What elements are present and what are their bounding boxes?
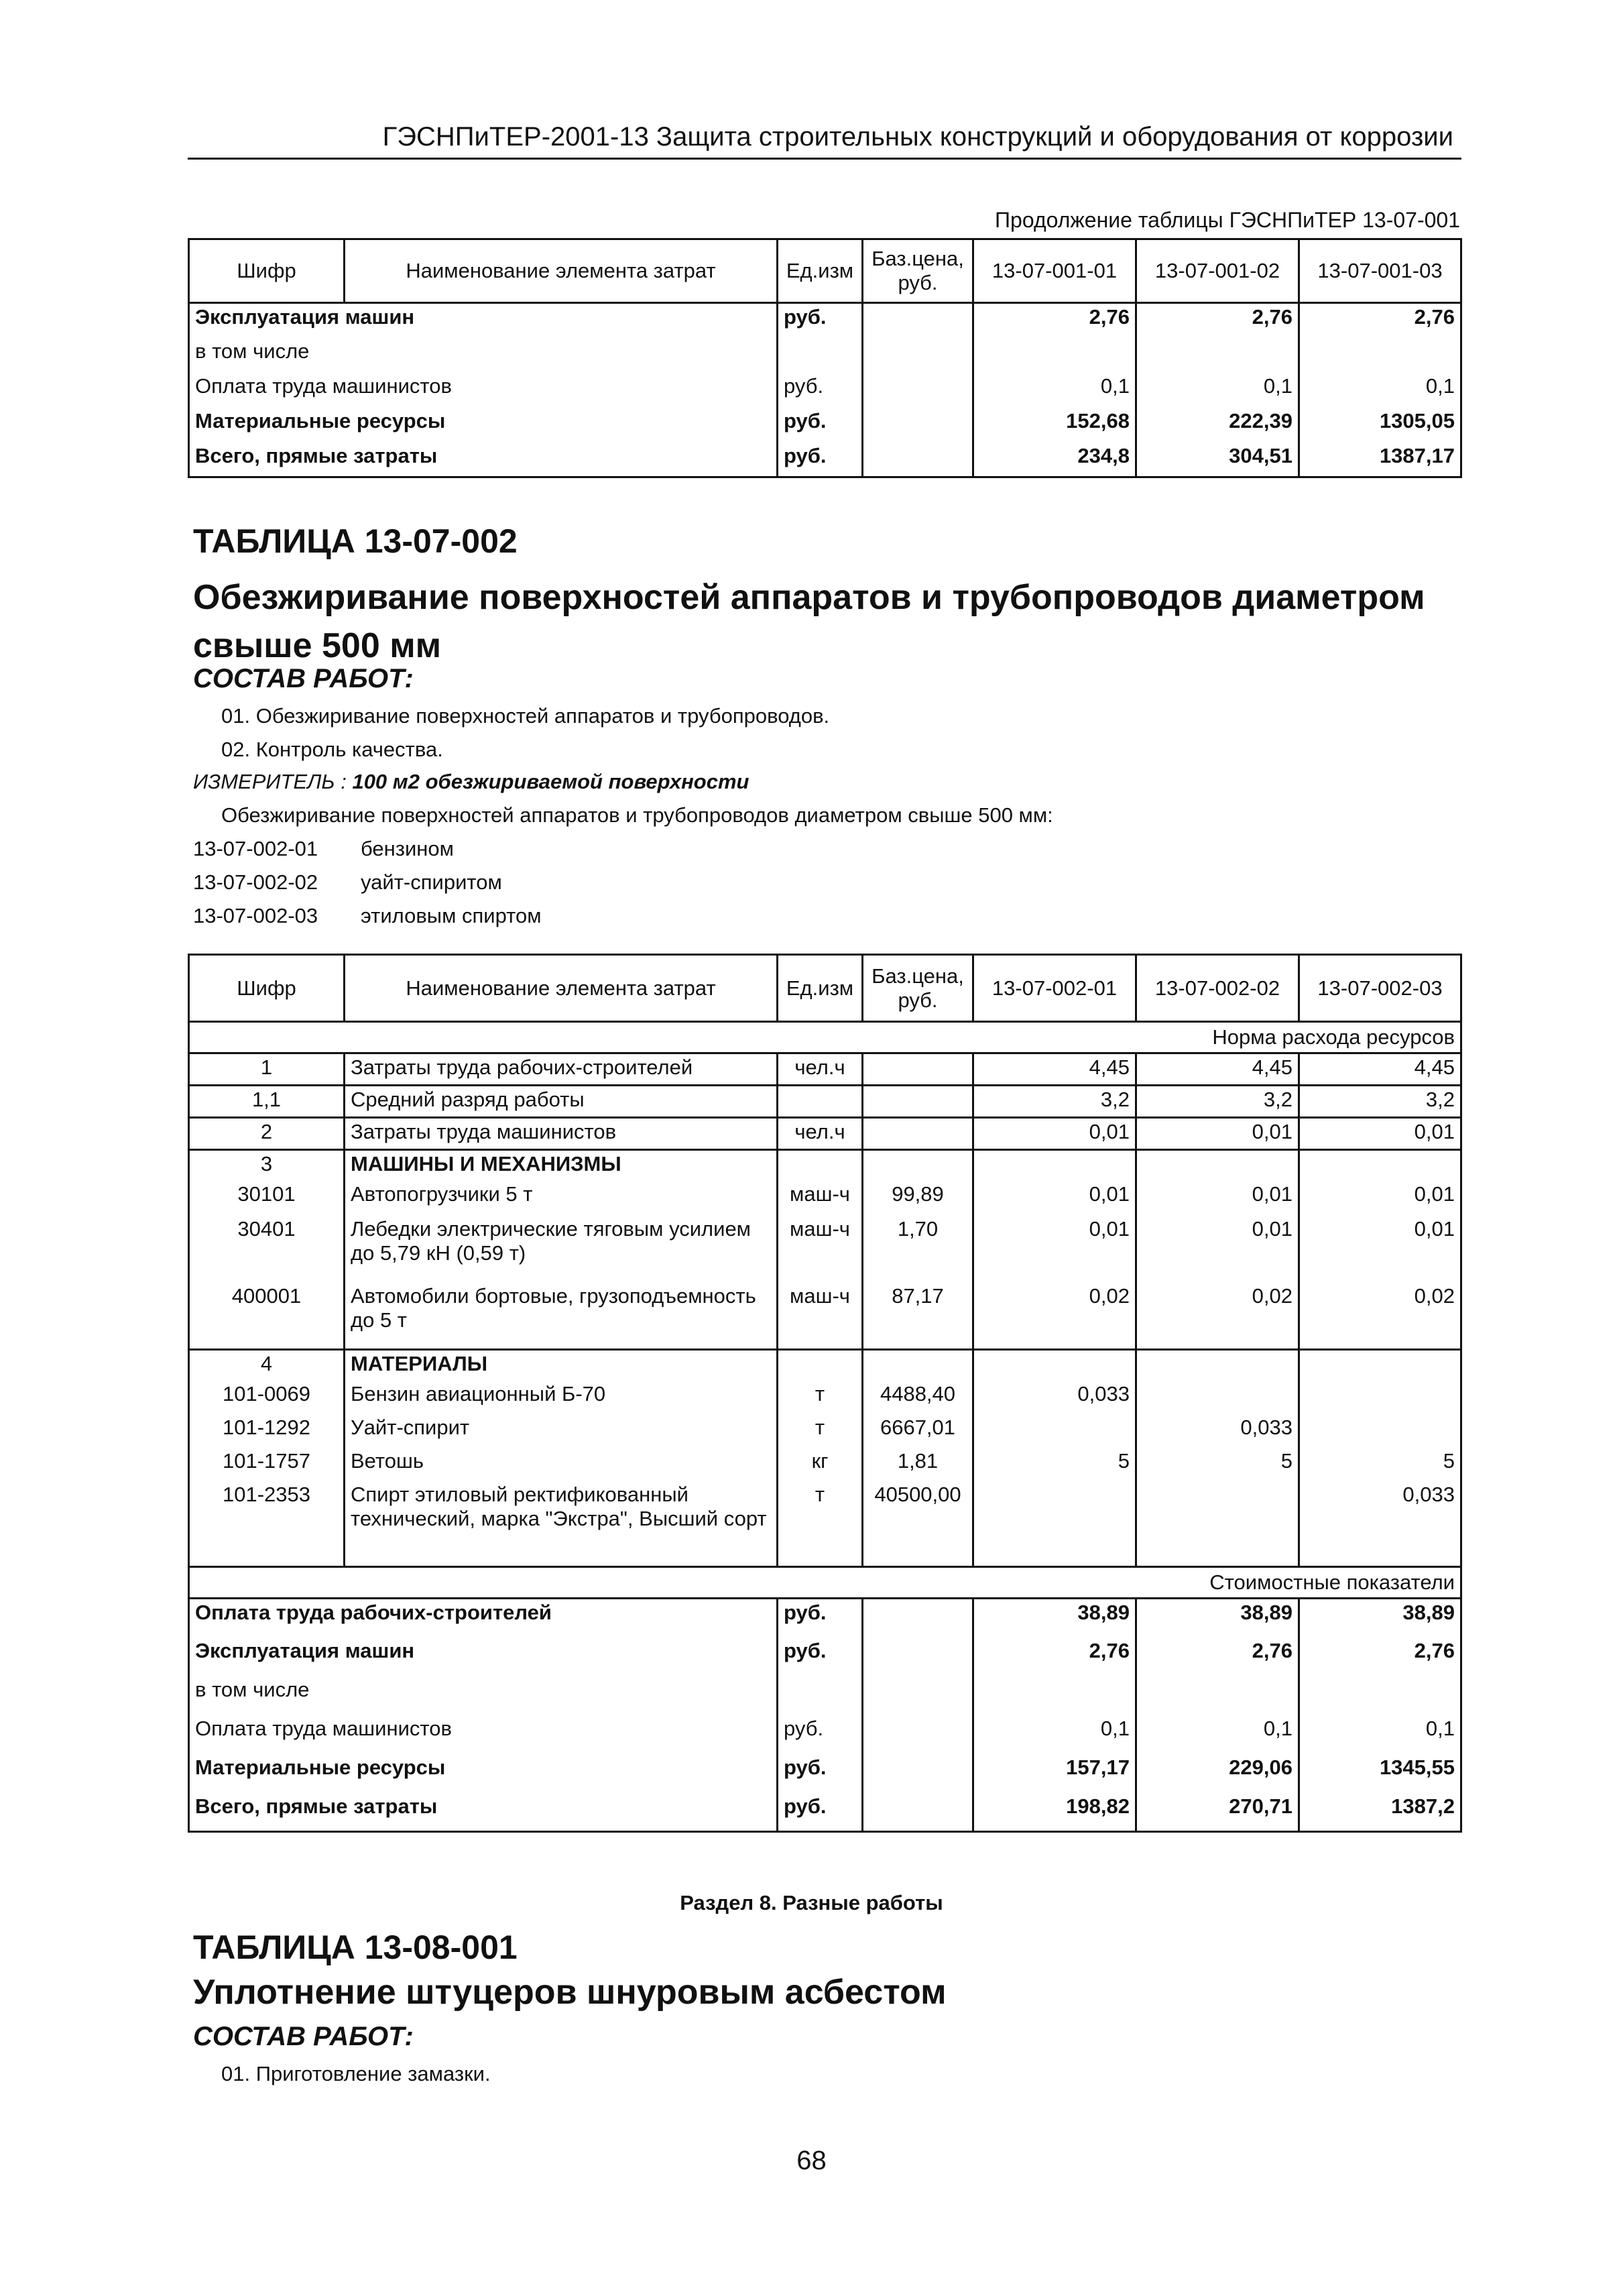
header-cell: Наименование элемента затрат: [345, 239, 778, 303]
price-cell: [863, 1793, 973, 1832]
value-cell: 270,71: [1136, 1793, 1299, 1832]
header-cell: Наименование элемента затрат: [345, 955, 778, 1022]
price-cell: [863, 1715, 973, 1754]
unit-cell: [778, 1676, 863, 1715]
section-band: Стоимостные показатели: [189, 1567, 1461, 1599]
unit-cell: руб.: [778, 1715, 863, 1754]
table-description: Обезжиривание поверхностей аппаратов и трубопроводов диаметром свыше 500 мм:: [221, 803, 1053, 827]
work-composition-label: СОСТАВ РАБОТ:: [193, 664, 414, 693]
price-cell: 1,70: [863, 1216, 973, 1283]
price-cell: 40500,00: [863, 1481, 973, 1567]
price-cell: [863, 408, 973, 443]
value-cell: [1299, 1676, 1461, 1715]
resource-name-cell: Средний разряд работы: [345, 1086, 778, 1118]
value-cell: 0,01: [973, 1118, 1136, 1150]
unit-cell: руб.: [778, 443, 863, 477]
header-cell: Шифр: [189, 955, 345, 1022]
price-cell: [863, 1676, 973, 1715]
table-header-row: [189, 239, 1461, 303]
value-cell: 0,01: [1299, 1118, 1461, 1150]
value-cell: 2,76: [973, 1638, 1136, 1676]
table-title: ТАБЛИЦА 13-07-002: [193, 522, 518, 560]
resource-table: [188, 954, 1462, 1833]
value-cell: [1299, 1381, 1461, 1414]
table-row: [189, 1350, 1461, 1381]
value-cell: 0,033: [973, 1381, 1136, 1414]
unit-cell: маш-ч: [778, 1181, 863, 1216]
value-cell: 2,76: [1299, 303, 1461, 338]
price-cell: 99,89: [863, 1181, 973, 1216]
value-cell: 222,39: [1136, 408, 1299, 443]
value-cell: 2,76: [1136, 1638, 1299, 1676]
section-caption: Раздел 8. Разные работы: [680, 1891, 943, 1914]
price-cell: [863, 1150, 973, 1181]
price-cell: 6667,01: [863, 1414, 973, 1448]
unit-cell: т: [778, 1381, 863, 1414]
table-row: [189, 1053, 1461, 1086]
table-row: [189, 408, 1461, 443]
table-row: [189, 303, 1461, 338]
variant-label: уайт-спиритом: [361, 870, 502, 894]
table-row: [189, 1118, 1461, 1150]
table-row: [189, 373, 1461, 408]
table-subtitle: Уплотнение штуцеров шнуровым асбестом: [193, 1973, 947, 2012]
value-cell: [1299, 338, 1461, 373]
table-row: [189, 1481, 1461, 1567]
table-row: [189, 1181, 1461, 1216]
header-cell: 13-07-001-02: [1136, 239, 1299, 303]
variant-code: 13-07-002-01: [193, 837, 318, 860]
cost-name-cell: Материальные ресурсы: [189, 408, 778, 443]
value-cell: 0,1: [973, 373, 1136, 408]
operation-item: 02. Контроль качества.: [221, 738, 443, 761]
resource-name-cell: МАТЕРИАЛЫ: [345, 1350, 778, 1381]
code-cell: 101-2353: [189, 1481, 345, 1567]
cost-name-cell: Оплата труда рабочих-строителей: [189, 1599, 778, 1638]
resource-name-cell: Лебедки электрические тяговым усилием до 5,79 кН (0,59 т): [345, 1216, 778, 1283]
value-cell: 0,01: [1136, 1181, 1299, 1216]
cost-name-cell: Эксплуатация машин: [189, 303, 778, 338]
variant-item: [193, 870, 502, 895]
value-cell: 1387,17: [1299, 443, 1461, 477]
value-cell: [1299, 1350, 1461, 1381]
unit-cell: руб.: [778, 1754, 863, 1793]
cost-name-cell: Всего, прямые затраты: [189, 1793, 778, 1832]
table-row: [189, 443, 1461, 477]
table-row: [189, 1381, 1461, 1414]
cost-name-cell: Эксплуатация машин: [189, 1638, 778, 1676]
cost-name-cell: Оплата труда машинистов: [189, 1715, 778, 1754]
continuation-caption: Продолжение таблицы ГЭСНПиТЕР 13-07-001: [995, 208, 1460, 232]
table-title: ТАБЛИЦА 13-08-001: [193, 1929, 518, 1966]
value-cell: 157,17: [973, 1754, 1136, 1793]
measurement-unit-line: [193, 770, 749, 794]
price-cell: [863, 1118, 973, 1150]
code-cell: 101-1292: [189, 1414, 345, 1448]
table-row: [189, 1283, 1461, 1350]
header-cell: Баз.цена, руб.: [863, 239, 973, 303]
value-cell: [1136, 1481, 1299, 1567]
unit-cell: чел.ч: [778, 1118, 863, 1150]
variant-code: 13-07-002-02: [193, 870, 318, 894]
value-cell: 1345,55: [1299, 1754, 1461, 1793]
value-cell: 1305,05: [1299, 408, 1461, 443]
value-cell: 0,01: [973, 1181, 1136, 1216]
unit-cell: чел.ч: [778, 1053, 863, 1086]
table-row: [189, 1715, 1461, 1754]
table-row: [189, 1599, 1461, 1638]
price-cell: [863, 1754, 973, 1793]
table-row: [189, 1216, 1461, 1283]
unit-cell: руб.: [778, 1793, 863, 1832]
price-cell: [863, 1638, 973, 1676]
value-cell: 0,02: [973, 1283, 1136, 1350]
value-cell: [973, 1414, 1136, 1448]
header-cell: Ед.изм: [778, 239, 863, 303]
header-cell: Баз.цена, руб.: [863, 955, 973, 1022]
code-cell: 101-1757: [189, 1448, 345, 1481]
price-cell: [863, 338, 973, 373]
value-cell: 234,8: [973, 443, 1136, 477]
value-cell: 0,01: [973, 1216, 1136, 1283]
value-cell: [973, 338, 1136, 373]
resource-name-cell: Затраты труда рабочих-строителей: [345, 1053, 778, 1086]
table-row: [189, 1414, 1461, 1448]
table-row: [189, 1150, 1461, 1181]
table-row: [189, 1676, 1461, 1715]
value-cell: [1299, 1150, 1461, 1181]
unit-cell: т: [778, 1414, 863, 1448]
code-cell: 4: [189, 1350, 345, 1381]
value-cell: 152,68: [973, 408, 1136, 443]
price-cell: 1,81: [863, 1448, 973, 1481]
variant-label: бензином: [361, 837, 454, 860]
price-cell: [863, 303, 973, 338]
variant-label: этиловым спиртом: [361, 904, 542, 927]
value-cell: 0,01: [1299, 1181, 1461, 1216]
value-cell: 3,2: [1136, 1086, 1299, 1118]
header-cell: 13-07-001-03: [1299, 239, 1461, 303]
value-cell: 0,01: [1136, 1216, 1299, 1283]
unit-cell: маш-ч: [778, 1283, 863, 1350]
value-cell: 38,89: [973, 1599, 1136, 1638]
header-cell: Шифр: [189, 239, 345, 303]
value-cell: 5: [1299, 1448, 1461, 1481]
resource-name-cell: Автомобили бортовые, грузоподъемность до 5 т: [345, 1283, 778, 1350]
header-cell: 13-07-002-02: [1136, 955, 1299, 1022]
table-row: [189, 1754, 1461, 1793]
unit-cell: руб.: [778, 408, 863, 443]
resource-name-cell: Автопогрузчики 5 т: [345, 1181, 778, 1216]
table-row: [189, 1022, 1461, 1053]
unit-cell: [778, 1150, 863, 1181]
price-cell: [863, 443, 973, 477]
value-cell: 0,1: [1299, 373, 1461, 408]
header-cell: 13-07-001-01: [973, 239, 1136, 303]
unit-cell: [778, 338, 863, 373]
resource-name-cell: Бензин авиационный Б-70: [345, 1381, 778, 1414]
value-cell: 2,76: [1299, 1638, 1461, 1676]
price-cell: [863, 1053, 973, 1086]
page-number: 68: [796, 2146, 827, 2175]
code-cell: 2: [189, 1118, 345, 1150]
value-cell: [1136, 338, 1299, 373]
value-cell: 0,01: [1299, 1216, 1461, 1283]
resource-name-cell: Ветошь: [345, 1448, 778, 1481]
table-subtitle: Обезжиривание поверхностей аппаратов и трубопроводов диаметром свыше 500 мм: [193, 578, 1425, 665]
code-cell: 30101: [189, 1181, 345, 1216]
value-cell: [973, 1481, 1136, 1567]
section-band: Норма расхода ресурсов: [189, 1022, 1461, 1053]
value-cell: 3,2: [1299, 1086, 1461, 1118]
table-header-row: [189, 955, 1461, 1022]
running-header: ГЭСНПиТЕР-2001-13 Защита строительных конструкций и оборудования от коррозии: [188, 119, 1461, 160]
table-row: [189, 1793, 1461, 1832]
value-cell: [1136, 1676, 1299, 1715]
resource-name-cell: Спирт этиловый ректификованный технический, марка "Экстра", Высший сорт: [345, 1481, 778, 1567]
price-cell: [863, 1350, 973, 1381]
value-cell: [973, 1150, 1136, 1181]
value-cell: 5: [973, 1448, 1136, 1481]
unit-cell: [778, 1350, 863, 1381]
price-cell: [863, 373, 973, 408]
price-cell: 4488,40: [863, 1381, 973, 1414]
unit-cell: [778, 1086, 863, 1118]
variant-item: [193, 904, 542, 928]
operation-item: 01. Приготовление замазки.: [221, 2062, 491, 2085]
variant-code: 13-07-002-03: [193, 904, 318, 927]
value-cell: 229,06: [1136, 1754, 1299, 1793]
price-cell: 87,17: [863, 1283, 973, 1350]
value-cell: 0,1: [1136, 1715, 1299, 1754]
resource-name-cell: МАШИНЫ И МЕХАНИЗМЫ: [345, 1150, 778, 1181]
value-cell: 0,1: [1136, 373, 1299, 408]
unit-cell: руб.: [778, 1638, 863, 1676]
value-cell: 0,01: [1136, 1118, 1299, 1150]
value-cell: [1136, 1381, 1299, 1414]
code-cell: 30401: [189, 1216, 345, 1283]
measurement-label: ИЗМЕРИТЕЛЬ :: [193, 770, 347, 793]
value-cell: 1387,2: [1299, 1793, 1461, 1832]
value-cell: 304,51: [1136, 443, 1299, 477]
table-row: [189, 1086, 1461, 1118]
value-cell: [973, 1350, 1136, 1381]
continuation-table: [188, 238, 1462, 478]
unit-cell: кг: [778, 1448, 863, 1481]
value-cell: [1136, 1150, 1299, 1181]
code-cell: 3: [189, 1150, 345, 1181]
cost-name-cell: Всего, прямые затраты: [189, 443, 778, 477]
table-row: [189, 1448, 1461, 1481]
value-cell: 2,76: [1136, 303, 1299, 338]
value-cell: 0,1: [1299, 1715, 1461, 1754]
unit-cell: руб.: [778, 303, 863, 338]
cost-name-cell: Материальные ресурсы: [189, 1754, 778, 1793]
unit-cell: т: [778, 1481, 863, 1567]
code-cell: 400001: [189, 1283, 345, 1350]
value-cell: 38,89: [1136, 1599, 1299, 1638]
value-cell: 3,2: [973, 1086, 1136, 1118]
code-cell: 1,1: [189, 1086, 345, 1118]
cost-name-cell: в том числе: [189, 338, 778, 373]
table-row: [189, 1638, 1461, 1676]
table-row: [189, 1567, 1461, 1599]
price-cell: [863, 1599, 973, 1638]
value-cell: 0,033: [1136, 1414, 1299, 1448]
value-cell: 0,02: [1299, 1283, 1461, 1350]
work-composition-label: СОСТАВ РАБОТ:: [193, 2022, 414, 2051]
resource-name-cell: Уайт-спирит: [345, 1414, 778, 1448]
value-cell: 2,76: [973, 303, 1136, 338]
header-cell: 13-07-002-03: [1299, 955, 1461, 1022]
cost-name-cell: Оплата труда машинистов: [189, 373, 778, 408]
value-cell: 0,1: [973, 1715, 1136, 1754]
code-cell: 101-0069: [189, 1381, 345, 1414]
price-cell: [863, 1086, 973, 1118]
variant-item: [193, 837, 454, 861]
value-cell: 0,033: [1299, 1481, 1461, 1567]
value-cell: 0,02: [1136, 1283, 1299, 1350]
resource-name-cell: Затраты труда машинистов: [345, 1118, 778, 1150]
header-cell: 13-07-002-01: [973, 955, 1136, 1022]
value-cell: [1299, 1414, 1461, 1448]
unit-cell: руб.: [778, 373, 863, 408]
unit-cell: руб.: [778, 1599, 863, 1638]
code-cell: 1: [189, 1053, 345, 1086]
cost-name-cell: в том числе: [189, 1676, 778, 1715]
value-cell: 198,82: [973, 1793, 1136, 1832]
value-cell: 38,89: [1299, 1599, 1461, 1638]
value-cell: 4,45: [973, 1053, 1136, 1086]
value-cell: [1136, 1350, 1299, 1381]
header-cell: Ед.изм: [778, 955, 863, 1022]
value-cell: 5: [1136, 1448, 1299, 1481]
measurement-value: 100 м2 обезжириваемой поверхности: [352, 770, 749, 793]
value-cell: 4,45: [1136, 1053, 1299, 1086]
value-cell: [973, 1676, 1136, 1715]
operation-item: 01. Обезжиривание поверхностей аппаратов и трубопроводов.: [221, 704, 830, 728]
value-cell: 4,45: [1299, 1053, 1461, 1086]
table-row: [189, 338, 1461, 373]
unit-cell: маш-ч: [778, 1216, 863, 1283]
